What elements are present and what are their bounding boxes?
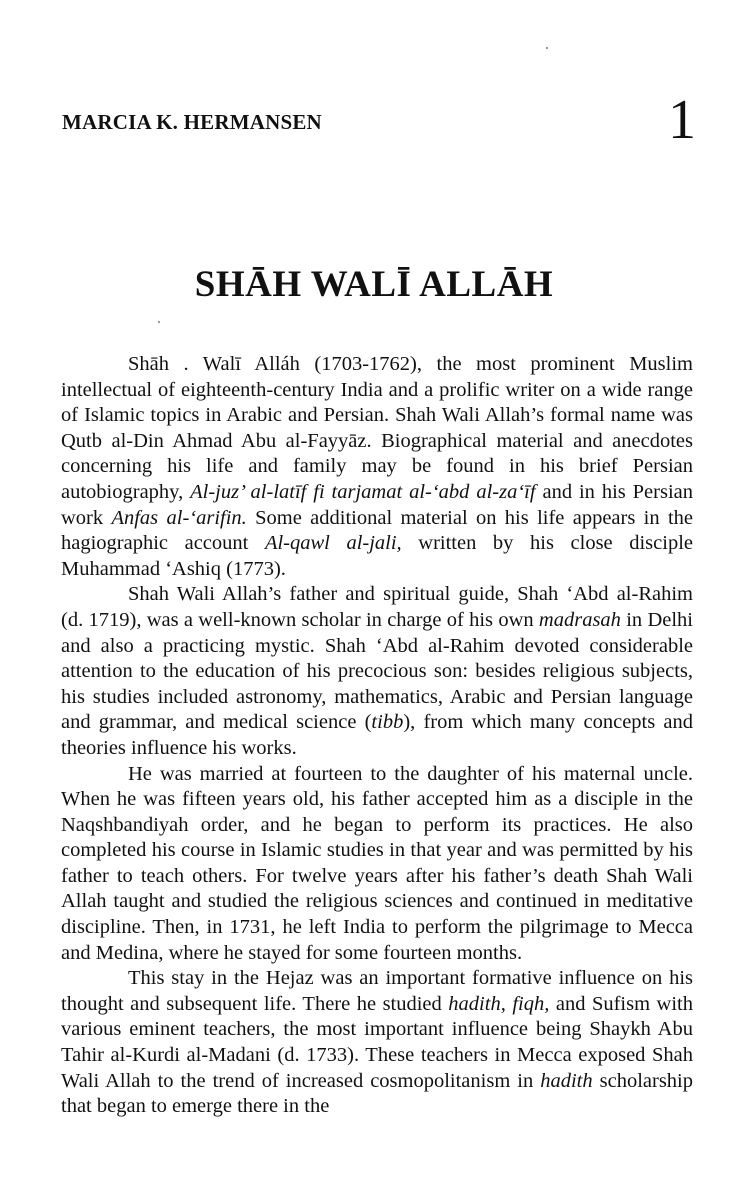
chapter-title: SHĀH WALĪ ALLĀH <box>194 264 554 305</box>
text-run: This stay in the Hejaz was an important formative influence on his thought and subsequent life. There he studied <box>61 967 693 1015</box>
scan-speck <box>158 321 160 323</box>
text-run: He was married at fourteen to the daughter of his maternal uncle. When he was fifteen years old, his father accepted him as a disciple in the Naqshbandiyah order, and he began to perform its practices. He also completed his course in Islamic studies in that year and was permitted by his father to teach others. For twelve years after his father’s death Shah Wali Allah taught and studied the religious sciences and continued in meditative discipline. Then, in 1731, he left India to perform the pilgrimage to Mecca and Medina, where he stayed for some fourteen months. <box>61 762 693 964</box>
text-run: Shah Wali Allah’s father and spiritual guide, Shah ‘Abd al-Rahim (d. 1719), was a well-known scholar in charge of his own <box>61 583 693 631</box>
italic-text: hadith <box>540 1069 593 1092</box>
text-run: Some additional material on his life appears in the hagiographic account <box>61 506 693 555</box>
text-run: ), from which many concepts and theories influence his works. <box>61 711 693 759</box>
text-run: and Sufism with various eminent teachers, the most important influence being Shaykh Abu Tahir al-Kurdi al-Madani (d. 1733). These teachers in Mecca exposed Shah Wali Allah to the trend of increased cosmopolitanism in <box>61 992 693 1092</box>
author-header: MARCIA K. HERMANSEN <box>62 110 322 134</box>
scan-speck <box>546 47 548 49</box>
text-run: and in his Persian work <box>61 480 693 529</box>
paragraph <box>61 966 693 1120</box>
paragraph <box>61 582 693 761</box>
text-run: scholarship that began to emerge there in the <box>61 1069 693 1118</box>
body-text <box>61 352 693 1120</box>
italic-text: tibb <box>371 711 404 734</box>
italic-text: Al-juz’ al-latīf fi tarjamat al-‘abd al-za‘īf <box>190 480 536 503</box>
italic-text: madrasah <box>538 608 621 631</box>
chapter-number: 1 <box>668 89 696 151</box>
text-run: written by his close disciple Muhammad ‘Ashiq (1773). <box>61 532 694 580</box>
italic-text: hadith, fiqh, <box>448 992 550 1015</box>
text-run: Shāh . Walī Alláh (1703-1762), the most prominent Muslim intellectual of eighteenth-century India and a prolific writer on a wide range of Islamic topics in Arabic and Persian. Shah Wali Allah’s formal name was Qutb al-Din Ahmad Abu al-Fayyāz. Biographical material and anecdotes concerning his life and family may be found in his brief Persian autobiography, <box>61 353 693 503</box>
italic-text: Anfas al-‘arifin. <box>111 506 247 529</box>
paragraph <box>61 762 693 967</box>
text-run: in Delhi and also a practicing mystic. Shah ‘Abd al-Rahim devoted considerable attention to the education of his precocious son: besides religious subjects, his studies included astronomy, mathematics, Arabic and Persian language and grammar, and medical science ( <box>61 608 693 734</box>
paragraph <box>61 352 693 582</box>
italic-text: Al-qawl al-jali, <box>264 532 402 555</box>
